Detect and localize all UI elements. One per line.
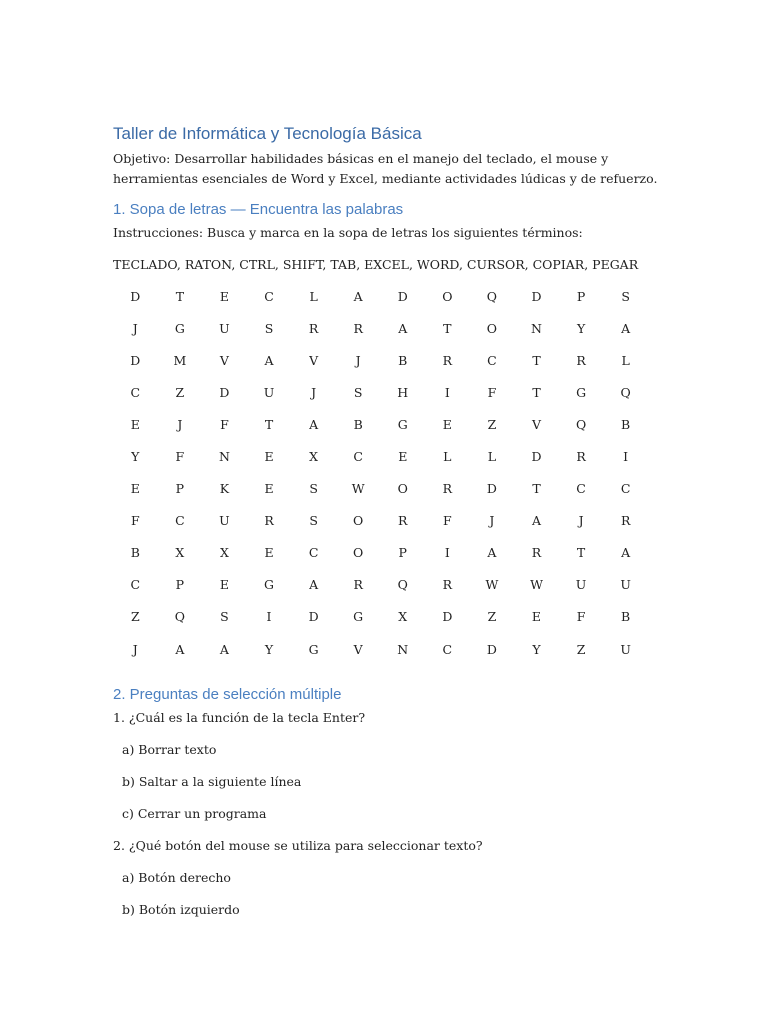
grid-cell: D <box>308 609 319 625</box>
grid-cell: H <box>397 384 409 400</box>
grid-cell: A <box>353 288 363 304</box>
grid-cell: G <box>308 641 319 657</box>
grid-cell: A <box>309 577 319 593</box>
question-2-option-a: a) Botón derecho <box>122 870 231 885</box>
grid-cell: U <box>219 513 230 529</box>
grid-cell: C <box>130 577 141 593</box>
grid-cell: R <box>353 320 363 336</box>
grid-cell: L <box>621 352 630 368</box>
grid-row <box>113 344 648 376</box>
grid-cell: D <box>130 288 141 304</box>
grid-cell: S <box>309 481 318 497</box>
grid-cell: O <box>486 320 498 336</box>
grid-cell: F <box>576 609 586 625</box>
grid-cell: D <box>486 641 497 657</box>
grid-cell: D <box>442 609 453 625</box>
grid-cell: X <box>309 449 319 465</box>
grid-cell: B <box>353 416 363 432</box>
grid-cell: I <box>444 545 450 561</box>
grid-cell: A <box>219 641 229 657</box>
grid-cell: T <box>532 481 541 497</box>
grid-cell: P <box>175 577 185 593</box>
grid-cell: Z <box>487 609 497 625</box>
grid-row <box>113 537 648 569</box>
grid-cell: Q <box>486 288 498 304</box>
grid-cell: Y <box>131 449 140 465</box>
grid-cell: C <box>175 513 185 529</box>
grid-cell: G <box>264 577 275 593</box>
grid-cell: K <box>219 481 230 497</box>
grid-cell: A <box>531 513 541 529</box>
grid-row <box>113 505 648 537</box>
grid-row <box>113 312 648 344</box>
section1-heading: 1. Sopa de letras — Encuentra las palabras <box>113 201 404 218</box>
grid-cell: A <box>398 320 408 336</box>
grid-cell: R <box>531 545 542 561</box>
grid-cell: S <box>621 288 630 304</box>
grid-cell: R <box>353 577 363 593</box>
grid-row <box>113 601 648 633</box>
grid-cell: M <box>173 352 187 368</box>
grid-cell: Y <box>264 641 274 657</box>
grid-cell: D <box>531 449 542 465</box>
grid-cell: P <box>398 545 407 561</box>
grid-cell: E <box>531 609 542 625</box>
grid-cell: L <box>443 449 452 465</box>
grid-cell: Q <box>575 416 587 432</box>
grid-cell: L <box>309 288 318 304</box>
word-search-grid <box>113 280 648 665</box>
section2-heading: 2. Preguntas de selección múltiple <box>113 686 342 703</box>
grid-row <box>113 569 648 601</box>
grid-cell: U <box>575 577 587 593</box>
grid-row <box>113 473 648 505</box>
grid-cell: F <box>442 513 452 529</box>
grid-cell: T <box>532 352 541 368</box>
grid-cell: T <box>175 288 185 304</box>
grid-cell: Y <box>532 641 541 657</box>
grid-cell: Q <box>397 577 408 593</box>
grid-cell: Z <box>487 416 497 432</box>
grid-cell: A <box>264 352 274 368</box>
grid-cell: O <box>353 513 364 529</box>
grid-cell: E <box>264 481 274 497</box>
grid-cell: N <box>531 320 542 336</box>
grid-cell: X <box>219 545 229 561</box>
grid-cell: R <box>442 481 453 497</box>
grid-cell: L <box>487 449 497 465</box>
grid-cell: V <box>219 352 229 368</box>
grid-cell: C <box>576 481 586 497</box>
grid-cell: F <box>130 513 140 529</box>
grid-cell: T <box>264 416 274 432</box>
grid-cell: A <box>621 320 631 336</box>
grid-cell: O <box>353 545 364 561</box>
grid-cell: J <box>132 641 138 657</box>
grid-cell: B <box>621 609 631 625</box>
grid-cell: U <box>620 577 631 593</box>
grid-cell: U <box>219 320 230 336</box>
grid-cell: E <box>219 288 229 304</box>
grid-cell: V <box>309 352 319 368</box>
grid-cell: V <box>531 416 541 432</box>
grid-cell: S <box>264 320 274 336</box>
grid-cell: S <box>353 384 363 400</box>
grid-cell: F <box>220 416 229 432</box>
grid-cell: R <box>398 513 408 529</box>
question-1: 1. ¿Cuál es la función de la tecla Enter? <box>113 710 366 725</box>
grid-cell: C <box>308 545 319 561</box>
grid-cell: C <box>353 449 363 465</box>
grid-cell: J <box>355 352 361 368</box>
grid-cell: E <box>264 545 274 561</box>
grid-cell: R <box>620 513 631 529</box>
grid-cell: T <box>532 384 541 400</box>
grid-cell: A <box>487 545 497 561</box>
grid-cell: R <box>442 352 453 368</box>
grid-cell: E <box>442 416 452 432</box>
grid-cell: A <box>621 545 631 561</box>
grid-cell: G <box>576 384 587 400</box>
grid-cell: I <box>266 609 272 625</box>
grid-cell: J <box>177 416 183 432</box>
grid-cell: R <box>442 577 453 593</box>
grid-cell: O <box>442 288 453 304</box>
grid-cell: Z <box>576 641 586 657</box>
section1-instructions: Instrucciones: Busca y marca en la sopa de letras los siguientes términos: <box>113 225 583 240</box>
grid-cell: J <box>132 320 138 336</box>
grid-cell: Q <box>620 384 631 400</box>
grid-cell: A <box>175 641 185 657</box>
grid-row <box>113 440 648 472</box>
grid-cell: C <box>130 384 141 400</box>
grid-cell: P <box>576 288 586 304</box>
grid-cell: C <box>442 641 453 657</box>
grid-cell: I <box>444 384 450 400</box>
grid-cell: J <box>489 513 495 529</box>
grid-cell: D <box>219 384 230 400</box>
grid-cell: C <box>264 288 274 304</box>
objective-text: Objetivo: Desarrollar habilidades básicas en el manejo del teclado, el mouse y herramientas esenciales de Word y Excel, mediante actividades lúdicas y de refuerzo. <box>113 151 658 186</box>
grid-cell: R <box>576 449 586 465</box>
grid-cell: G <box>397 416 408 432</box>
grid-cell: I <box>623 449 629 465</box>
grid-cell: E <box>219 577 229 593</box>
grid-cell: A <box>309 416 319 432</box>
grid-cell: B <box>398 352 408 368</box>
question-2: 2. ¿Qué botón del mouse se utiliza para seleccionar texto? <box>113 838 483 853</box>
grid-cell: W <box>351 481 365 497</box>
grid-cell: D <box>397 288 408 304</box>
grid-cell: R <box>264 513 274 529</box>
grid-cell: W <box>485 577 499 593</box>
question-1-option-c: c) Cerrar un programa <box>122 806 267 821</box>
question-1-option-b: b) Saltar a la siguiente línea <box>122 774 302 789</box>
grid-cell: Y <box>576 320 586 336</box>
question-2-option-b: b) Botón izquierdo <box>122 902 240 917</box>
grid-row <box>113 376 648 408</box>
grid-cell: Q <box>174 609 185 625</box>
grid-cell: X <box>175 545 185 561</box>
grid-cell: U <box>620 641 631 657</box>
grid-cell: W <box>530 577 543 593</box>
grid-cell: X <box>398 609 408 625</box>
document-title: Taller de Informática y Tecnología Básica <box>113 124 422 143</box>
grid-cell: F <box>487 384 497 400</box>
grid-cell: E <box>130 481 140 497</box>
grid-cell: V <box>353 641 363 657</box>
grid-cell: D <box>130 352 141 368</box>
word-list: TECLADO, RATON, CTRL, SHIFT, TAB, EXCEL, WORD, CURSOR, COPIAR, PEGAR <box>113 257 639 272</box>
grid-cell: N <box>397 641 409 657</box>
grid-row <box>113 408 648 440</box>
grid-cell: G <box>353 609 364 625</box>
question-1-option-a: a) Borrar texto <box>122 742 217 757</box>
grid-cell: Z <box>175 384 185 400</box>
grid-cell: J <box>578 513 584 529</box>
grid-cell: F <box>175 449 185 465</box>
grid-row <box>113 280 648 312</box>
grid-cell: G <box>174 320 185 336</box>
grid-cell: J <box>311 384 317 400</box>
grid-cell: Z <box>130 609 140 625</box>
grid-cell: E <box>130 416 140 432</box>
grid-cell: T <box>443 320 452 336</box>
grid-cell: R <box>576 352 586 368</box>
grid-cell: D <box>531 288 542 304</box>
grid-cell: C <box>620 481 631 497</box>
grid-cell: S <box>220 609 229 625</box>
grid-cell: U <box>263 384 275 400</box>
grid-cell: E <box>264 449 274 465</box>
grid-cell: N <box>218 449 230 465</box>
grid-cell: E <box>398 449 408 465</box>
grid-cell: P <box>175 481 185 497</box>
grid-cell: R <box>308 320 319 336</box>
grid-cell: B <box>621 416 631 432</box>
grid-cell: S <box>309 513 318 529</box>
grid-cell: T <box>576 545 586 561</box>
grid-row <box>113 633 648 665</box>
grid-cell: C <box>487 352 497 368</box>
grid-cell: O <box>397 481 408 497</box>
grid-cell: D <box>486 481 497 497</box>
grid-cell: B <box>130 545 140 561</box>
